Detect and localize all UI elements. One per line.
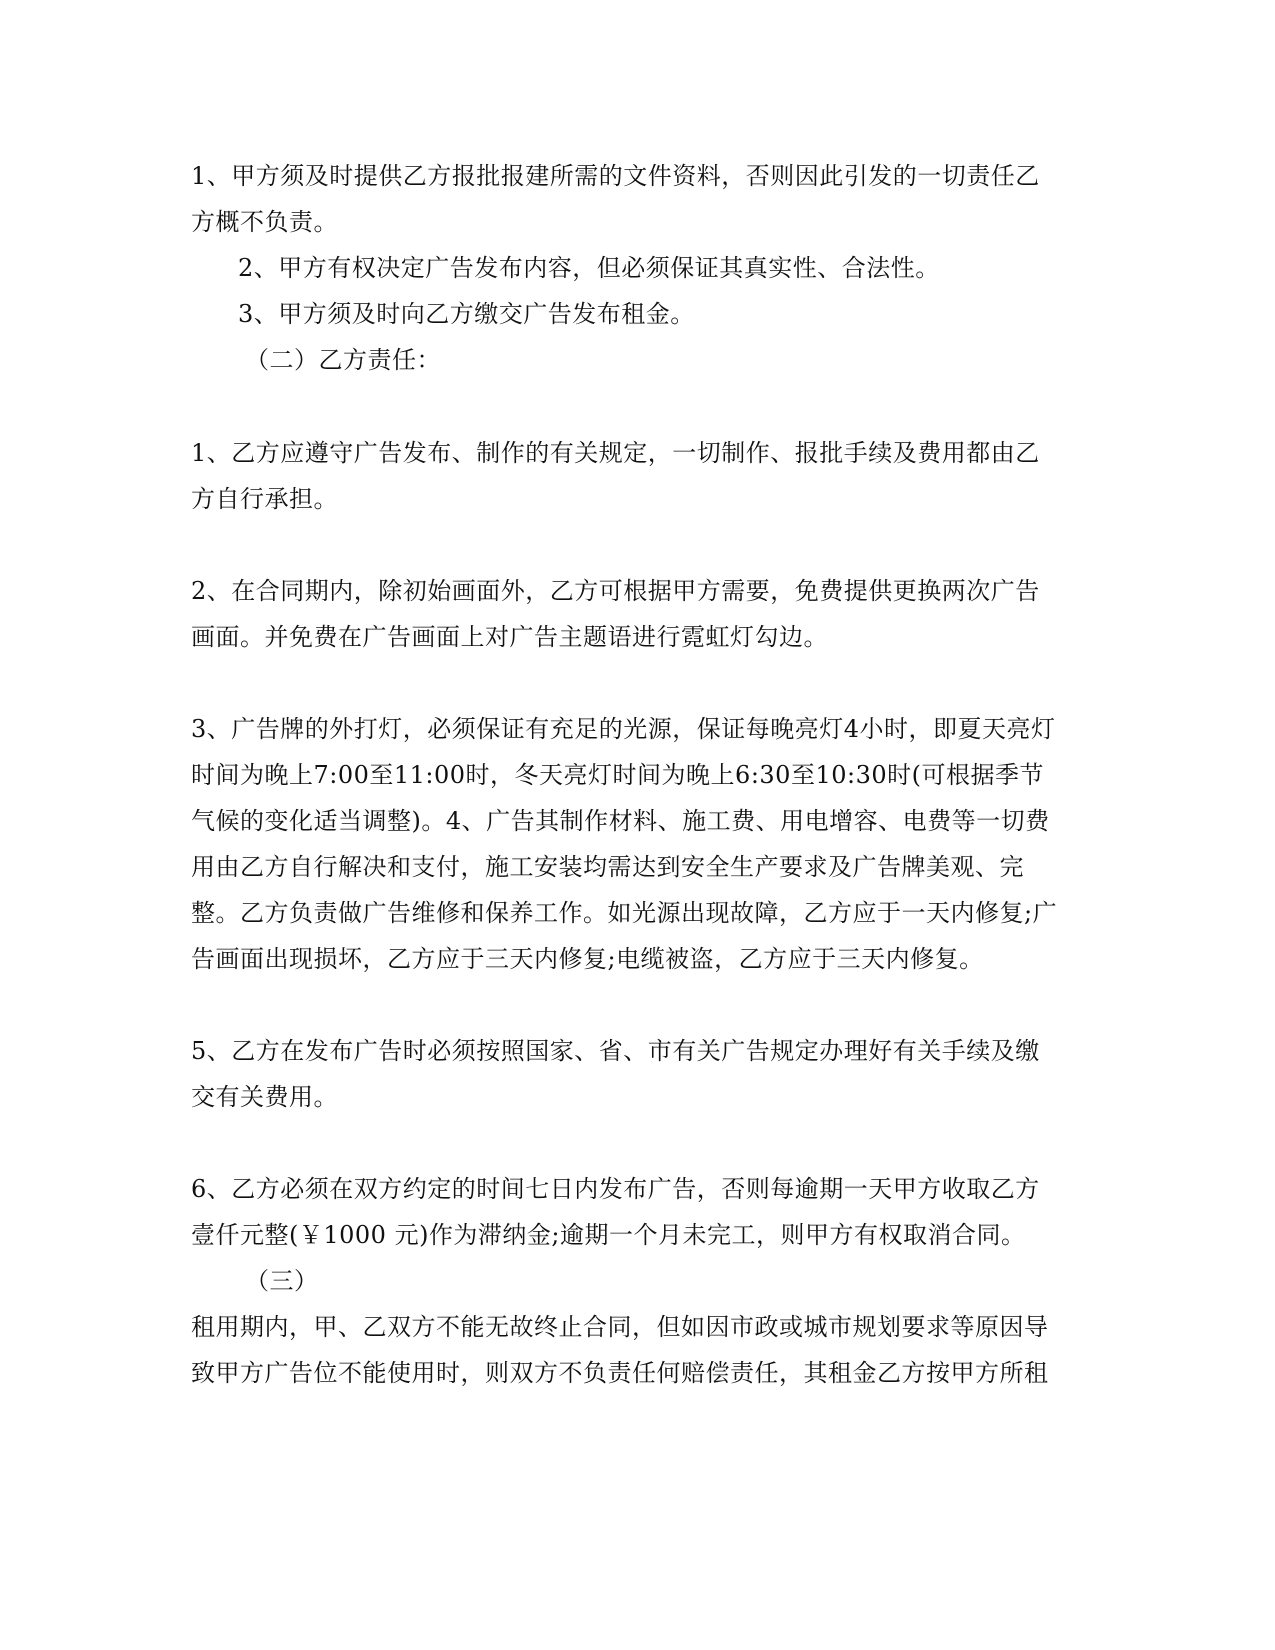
- paragraph-party-b-3: 3、广告牌的外打灯，必须保证有充足的光源，保证每晚亮灯4小时，即夏天亮灯时间为晚上7:00至11:00时，冬天亮灯时间为晚上6:30至10:30时(可根据季节气候的变化适当调整)。4、广告其制作材料、施工费、用电增容、电费等一切费用由乙方自行解决和支付，施工安装均需达到安全生产要求及广告牌美观、完整。乙方负责做广告维修和保养工作。如光源出现故障，乙方应于一天内修复;广告画面出现损坏，乙方应于三天内修复;电缆被盗，乙方应于三天内修复。: [191, 715, 1058, 973]
- paragraph-party-a-2: 2、甲方有权决定广告发布内容，但必须保证其真实性、合法性。: [238, 254, 940, 282]
- section-heading-three: （三）: [245, 1267, 319, 1295]
- paragraph-party-b-1: 1、乙方应遵守广告发布、制作的有关规定，一切制作、报批手续及费用都由乙方自行承担。: [191, 439, 1040, 513]
- paragraph-party-b-5: 5、乙方在发布广告时必须按照国家、省、市有关广告规定办理好有关手续及缴交有关费用。: [191, 1037, 1040, 1111]
- paragraph-party-a-1: 1、甲方须及时提供乙方报批报建所需的文件资料，否则因此引发的一切责任乙方概不负责。: [191, 162, 1040, 236]
- paragraph-party-a-3: 3、甲方须及时向乙方缴交广告发布租金。: [238, 300, 695, 328]
- section-heading-party-b: （二）乙方责任：: [245, 346, 441, 374]
- paragraph-party-b-6: 6、乙方必须在双方约定的时间七日内发布广告，否则每逾期一天甲方收取乙方壹仟元整(￥1000 元)作为滞纳金;逾期一个月未完工，则甲方有权取消合同。: [191, 1175, 1040, 1249]
- paragraph-party-b-2: 2、在合同期内，除初始画面外，乙方可根据甲方需要，免费提供更换两次广告画面。并免费在广告画面上对广告主题语进行霓虹灯勾边。: [191, 577, 1040, 651]
- paragraph-termination: 租用期内，甲、乙双方不能无故终止合同，但如因市政或城市规划要求等原因导致甲方广告位不能使用时，则双方不负责任何赔偿责任，其租金乙方按甲方所租: [191, 1313, 1049, 1387]
